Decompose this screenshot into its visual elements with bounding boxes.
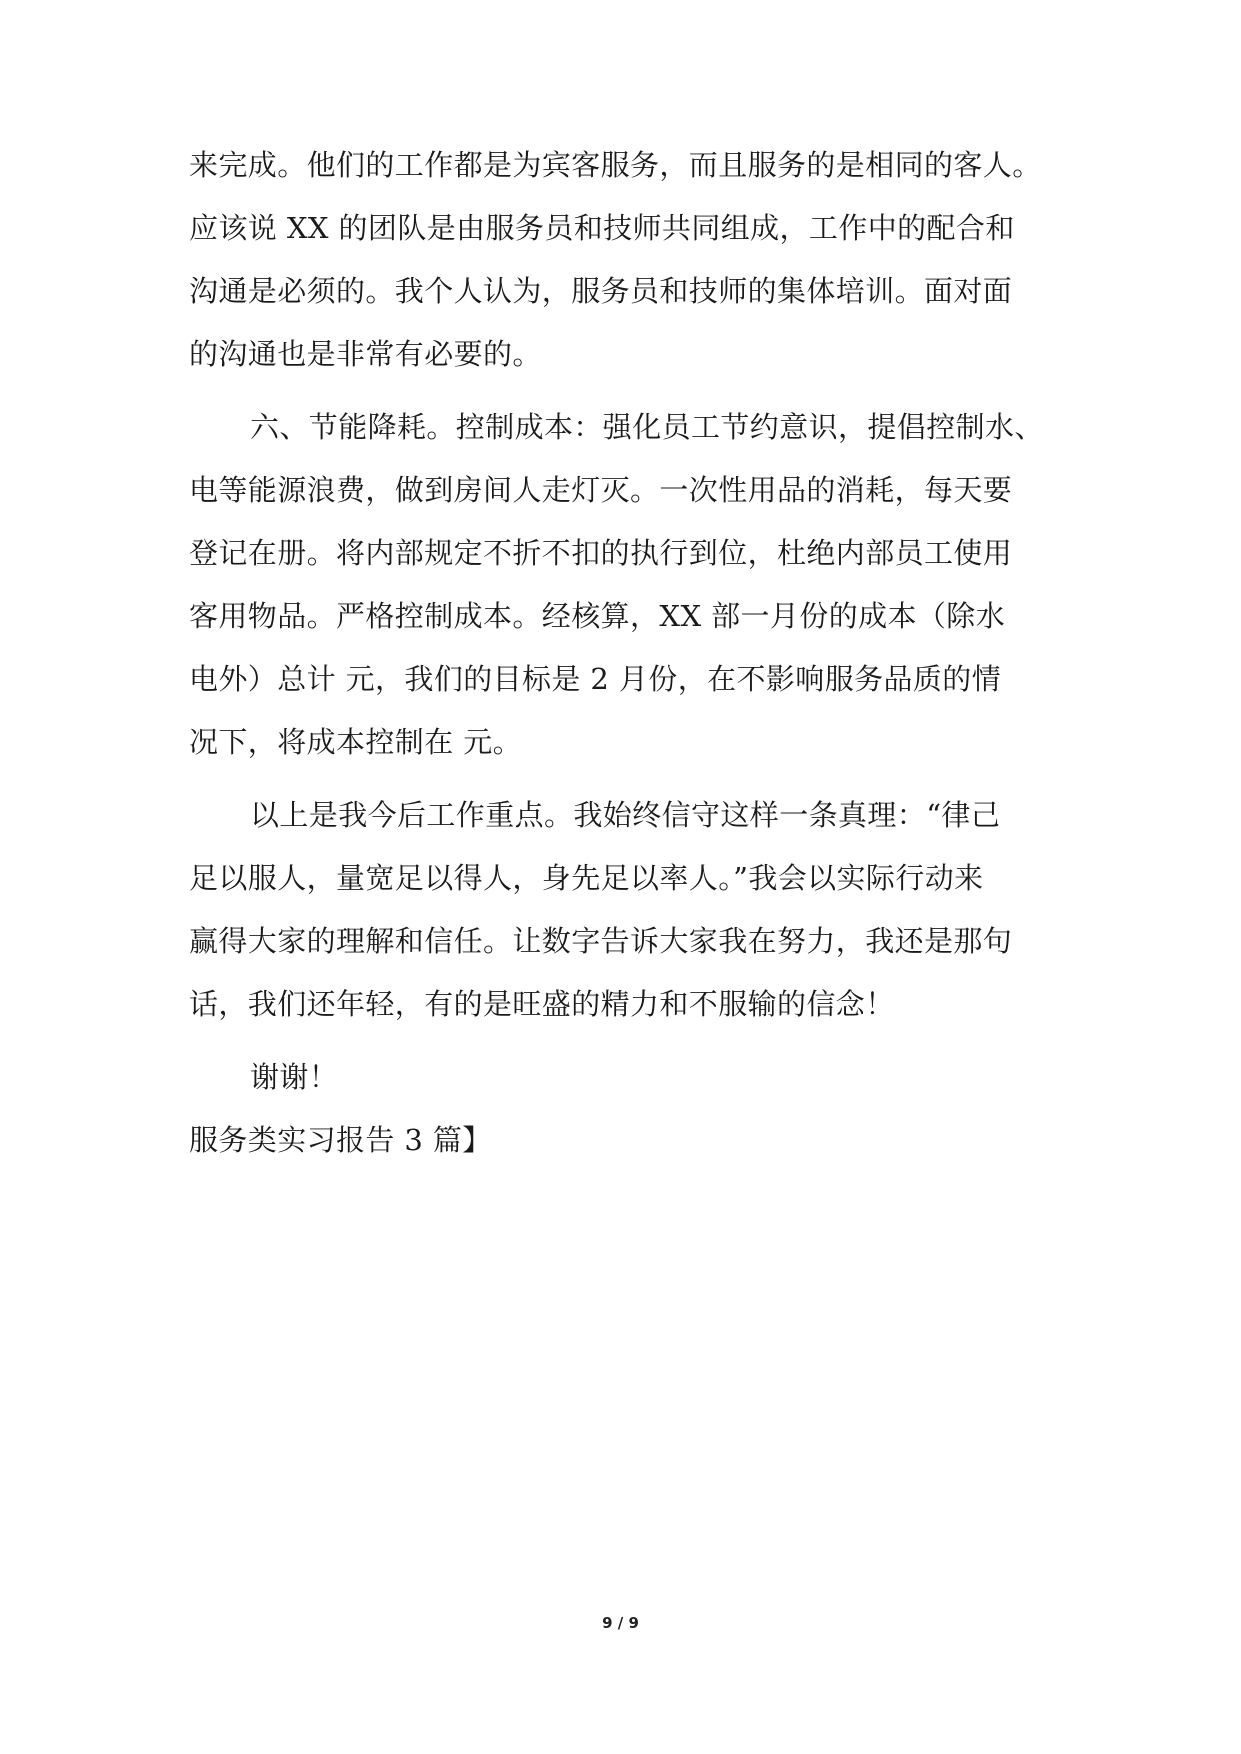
- paragraph-1-line-2: 应该说 XX 的团队是由服务员和技师共同组成，工作中的配合和: [189, 211, 1015, 245]
- paragraph-2-line-1: 六、节能降耗。控制成本：强化员工节约意识，提倡控制水、: [250, 410, 1044, 444]
- closing-thanks: 谢谢！: [250, 1060, 339, 1094]
- paragraph-2-line-3: 登记在册。将内部规定不折不扣的执行到位，杜绝内部员工使用: [189, 536, 1013, 570]
- page-number: 9 / 9: [602, 1614, 639, 1632]
- paragraph-1-line-4: 的沟通也是非常有必要的。: [189, 337, 542, 371]
- paragraph-1-line-3: 沟通是必须的。我个人认为，服务员和技师的集体培训。面对面: [189, 274, 1013, 308]
- paragraph-1-line-1: 来完成。他们的工作都是为宾客服务，而且服务的是相同的客人。: [189, 148, 1042, 182]
- paragraph-2-line-6: 况下，将成本控制在 元。: [189, 725, 523, 759]
- footer-title: 服务类实习报告 3 篇】: [189, 1123, 492, 1157]
- paragraph-3-line-3: 赢得大家的理解和信任。让数字告诉大家我在努力，我还是那句: [189, 924, 1013, 958]
- paragraph-3-line-2: 足以服人，量宽足以得人，身先足以率人。”我会以实际行动来: [189, 861, 984, 895]
- paragraph-2-line-5: 电外）总计 元，我们的目标是 2 月份，在不影响服务品质的情: [189, 662, 1002, 696]
- paragraph-3-line-4: 话，我们还年轻，有的是旺盛的精力和不服输的信念！: [189, 987, 895, 1021]
- paragraph-2-line-2: 电等能源浪费，做到房间人走灯灭。一次性用品的消耗，每天要: [189, 473, 1013, 507]
- paragraph-2-line-4: 客用物品。严格控制成本。经核算，XX 部一月份的成本（除水: [189, 599, 1006, 633]
- paragraph-3-line-1: 以上是我今后工作重点。我始终信守这样一条真理：“律己: [250, 798, 1001, 832]
